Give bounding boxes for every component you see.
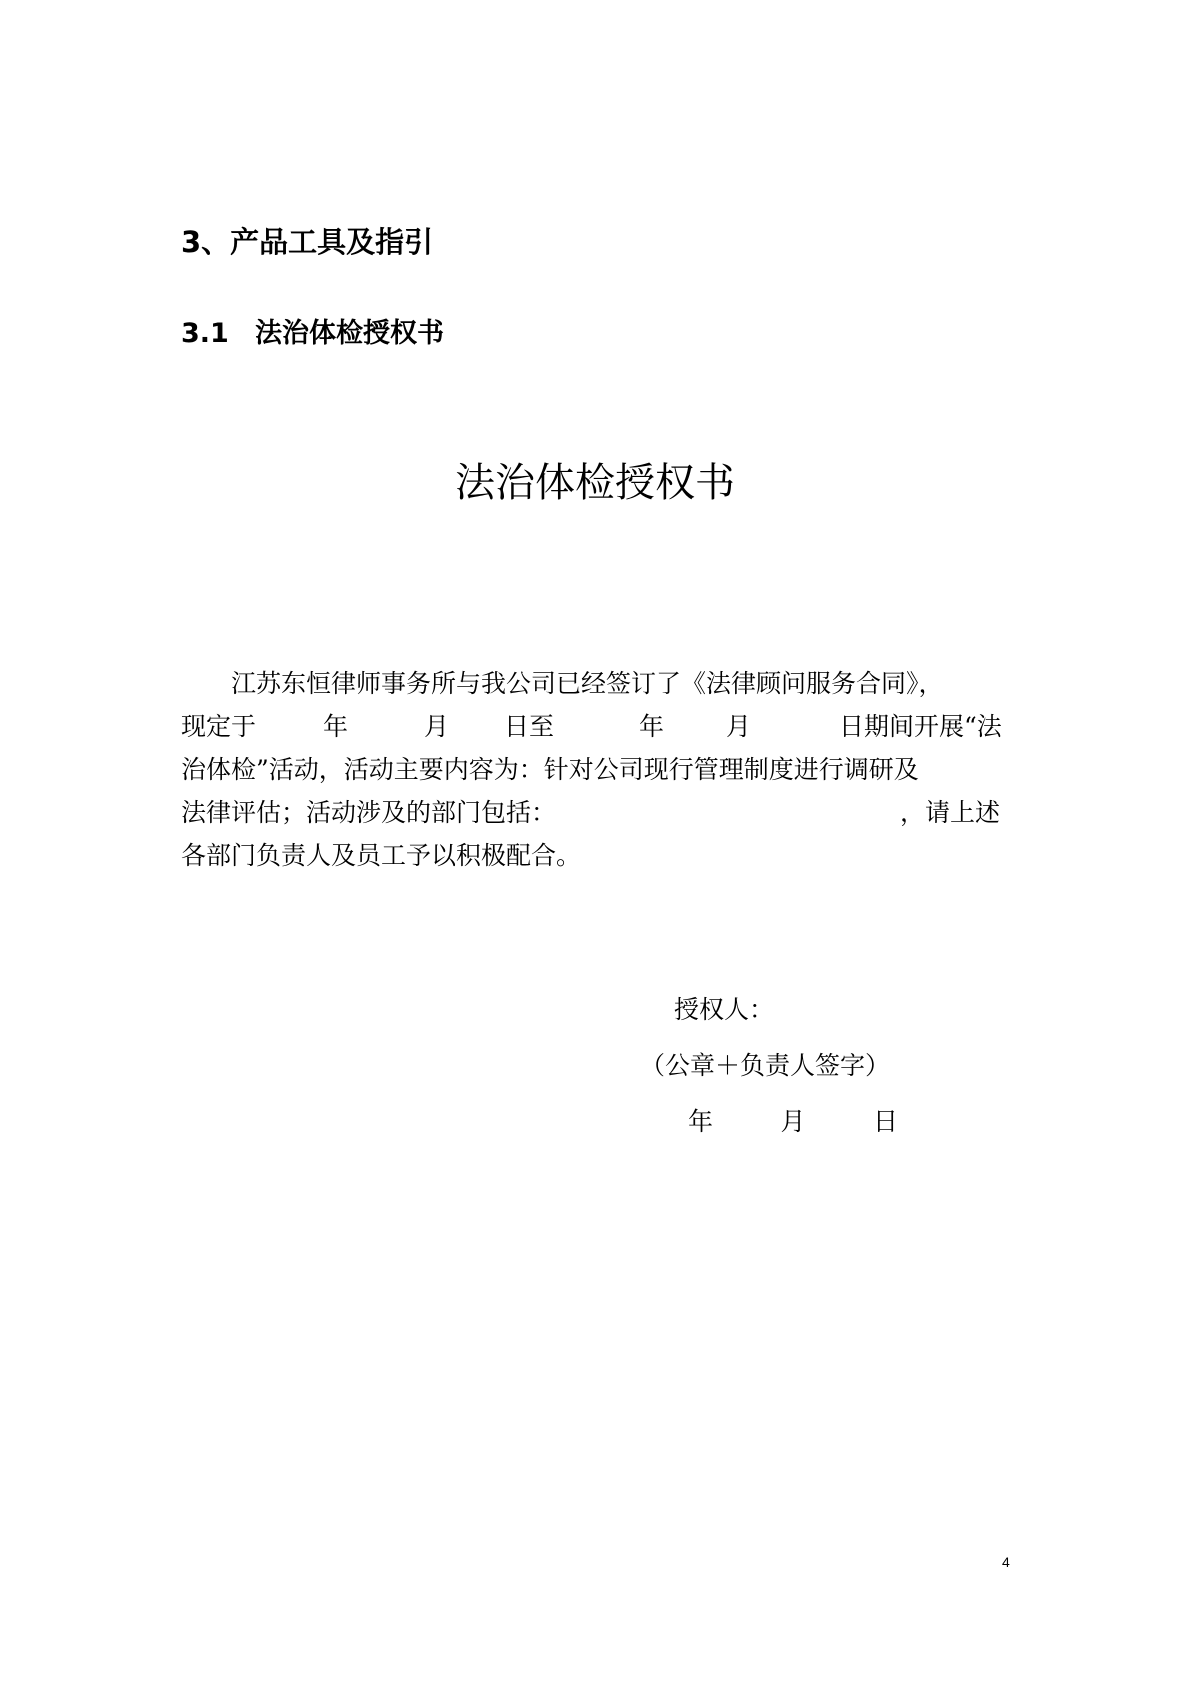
seal-note: （公章＋负责人签字）: [640, 1051, 891, 1080]
signature-month-label: 月: [780, 1107, 806, 1136]
body-line-3: [181, 748, 1015, 791]
document-title: 法治体检授权书: [455, 460, 735, 506]
page-number: 4: [1002, 1554, 1010, 1570]
signature-date-row: [688, 1100, 898, 1143]
start-year-label: 年: [323, 712, 349, 741]
signature-day-label: 日: [872, 1107, 898, 1136]
subsection-title: 法治体检授权书: [255, 318, 444, 349]
body-line-2: [181, 705, 1015, 748]
section-heading: 3、产品工具及指引: [181, 225, 434, 259]
subsection-heading: [181, 314, 444, 354]
body-line-3-text: 治体检”活动，活动主要内容为：针对公司现行管理制度进行调研及: [181, 755, 919, 784]
authorizer-label: 授权人：: [674, 995, 775, 1024]
body-line-5-text: 各部门负责人及员工予以积极配合。: [181, 841, 582, 870]
departments-label: 法律评估；活动涉及的部门包括：: [181, 798, 557, 827]
body-line-5: [181, 834, 1015, 877]
body-line-1: [181, 662, 1015, 705]
end-month-label: 月: [726, 712, 752, 741]
subsection-number: 3.1: [181, 318, 229, 349]
end-day-label: 日期间开展“法: [839, 712, 1002, 741]
start-day-label: 日至: [504, 712, 555, 741]
document-body: [181, 662, 1015, 877]
end-year-label: 年: [639, 712, 665, 741]
signature-date: [688, 1100, 898, 1143]
start-month-label: 月: [424, 712, 450, 741]
departments-suffix: ，请上述: [900, 798, 1001, 827]
body-line-4: [181, 791, 1015, 834]
date-range-prefix: 现定于: [181, 712, 257, 741]
body-line-1-text: 江苏东恒律师事务所与我公司已经签订了《法律顾问服务合同》，: [231, 669, 944, 698]
signature-year-label: 年: [688, 1107, 714, 1136]
